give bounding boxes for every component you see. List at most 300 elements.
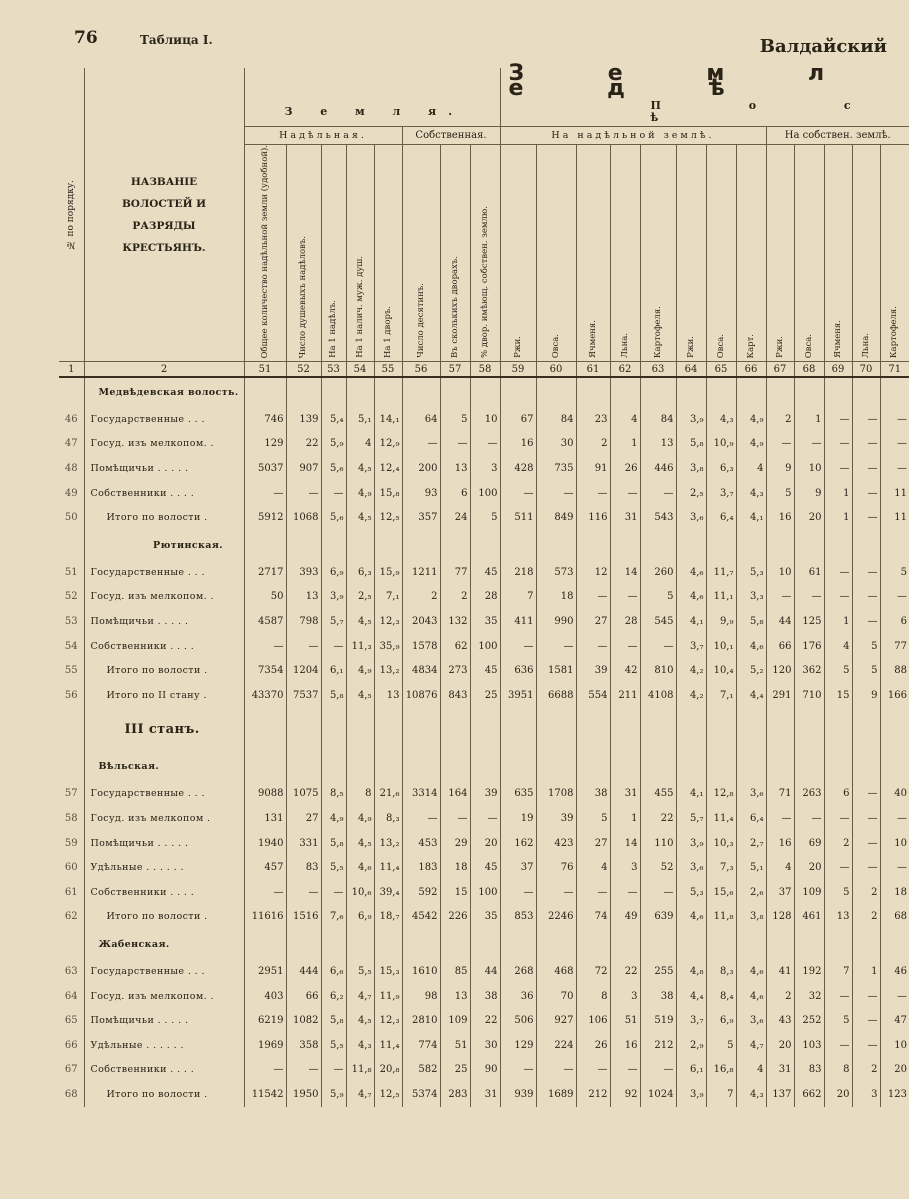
cell-value: 3,₃ [736,585,766,610]
cell-value: 16,₈ [706,1058,736,1083]
on-allotted-header: На надѣльной землѣ. [500,126,766,144]
cell-value: 3,₈ [676,456,706,481]
cell-value: 7 [706,1082,736,1107]
cell-value: 4,₉ [736,407,766,432]
cell-value: 710 [794,683,824,708]
cell-value: 4 [736,1058,766,1083]
cell-value: 13,₂ [374,831,402,856]
cell-value: 3,₇ [676,1008,706,1033]
cell-value: 218 [500,560,536,585]
cell-value [852,708,880,752]
cell-value: 1581 [536,658,576,683]
cell-value [610,708,640,752]
cell-value: 35,₉ [374,634,402,659]
table-row [59,585,909,610]
cell-value: 129 [500,1033,536,1058]
column-numbers [59,362,909,378]
cell-value [610,929,640,959]
cell-value: 2 [852,880,880,905]
cell-value: — [470,432,500,457]
cell-value: — [852,407,880,432]
cell-value [766,377,794,407]
cell-value [321,530,346,560]
cell-value: 3,₆ [676,505,706,530]
row-index [59,530,84,560]
cell-value: 27 [576,609,610,634]
cell-value: 2,₆ [736,880,766,905]
row-label: Удѣльные . . . . . . [84,1033,244,1058]
cell-value [824,752,852,782]
cell-value [346,752,374,782]
row-label: Итого по волости . [84,658,244,683]
cell-value: 4 [576,855,610,880]
section-title: Медвѣдевская волость. [84,377,244,407]
cell-value: 9 [794,481,824,506]
cell-value [244,377,286,407]
cell-value: 4,₂ [676,658,706,683]
land-header: З е м л я. [244,98,500,126]
cell-value: 2 [766,407,794,432]
cell-value: 6,₆ [321,959,346,984]
cell-value: 39 [470,782,500,807]
cell-value: 8,₅ [321,782,346,807]
cell-value [576,530,610,560]
cell-value: 4,₃ [346,1033,374,1058]
cell-value: 5,₉ [321,432,346,457]
cell-value: 49 [610,905,640,930]
cell-value: 511 [500,505,536,530]
cell-value: 3,₉ [321,585,346,610]
cell-value: 252 [794,1008,824,1033]
cell-value: 8,₄ [706,984,736,1009]
cell-value: 2043 [402,609,440,634]
cell-value [402,752,440,782]
cell-value: 120 [766,658,794,683]
cell-value: — [576,481,610,506]
row-label: Помѣщичьи . . . . . [84,456,244,481]
row-label: Государственные . . . [84,959,244,984]
cell-value: 3,₇ [676,634,706,659]
cell-value: — [880,432,909,457]
cell-value: 90 [470,1058,500,1083]
cell-value: 1578 [402,634,440,659]
cell-value: 100 [470,880,500,905]
cell-value: 5,₄ [321,407,346,432]
cell-value: 52 [640,855,676,880]
cell-value: — [576,880,610,905]
cell-value: 10,₉ [706,432,736,457]
cell-value: — [824,855,852,880]
cell-value: — [824,560,852,585]
cell-value: — [852,432,880,457]
cell-value: 18,₇ [374,905,402,930]
cell-value: 109 [440,1008,470,1033]
cell-value: — [286,481,321,506]
cell-value: 543 [640,505,676,530]
cell-value: 4,₃ [706,407,736,432]
cell-value: 40 [880,782,909,807]
cell-value: 9,₉ [706,609,736,634]
cell-value [676,752,706,782]
cell-value: 331 [286,831,321,856]
cell-value: 582 [402,1058,440,1083]
row-index: 57 [64,788,78,800]
cell-value: — [852,1008,880,1033]
cell-value: 5 [576,806,610,831]
cell-value: 2 [852,905,880,930]
cell-value: 11,₇ [706,560,736,585]
cell-value: 38 [470,984,500,1009]
cell-value: 1969 [244,1033,286,1058]
cell-value: — [824,432,852,457]
cell-value: 10876 [402,683,440,708]
cell-value: 15 [440,880,470,905]
cell-value: 85 [440,959,470,984]
column-number: 71 [880,362,909,378]
cell-value [346,929,374,959]
total-row [59,1082,909,1107]
cell-value: — [824,1033,852,1058]
cell-value [736,929,766,959]
cell-value: 1516 [286,905,321,930]
cell-value: 4,₆ [676,905,706,930]
cell-value: 6,₉ [321,560,346,585]
cell-value: 91 [576,456,610,481]
cell-value: 164 [440,782,470,807]
cell-value: 39,₄ [374,880,402,905]
total-row [59,505,909,530]
cell-value: 14 [610,831,640,856]
col-header-rye3: Ржи. [766,144,794,362]
section-title: Вѣльская. [84,752,244,782]
cell-value: — [536,634,576,659]
cell-value: 411 [500,609,536,634]
cell-value: 12,₈ [706,782,736,807]
cell-value: — [852,481,880,506]
table-row [59,959,909,984]
cell-value [676,708,706,752]
table-row [59,1033,909,1058]
cell-value: 5,₁ [736,855,766,880]
cell-value: 4,₅ [346,609,374,634]
cell-value: 5,₅ [321,855,346,880]
cell-value [321,377,346,407]
table-row [59,634,909,659]
cell-value [576,752,610,782]
cell-value: 71 [766,782,794,807]
cell-value: 1610 [402,959,440,984]
cell-value: 2,₇ [736,831,766,856]
cell-value: 362 [794,658,824,683]
column-number: 56 [402,362,440,378]
cell-value [736,377,766,407]
cell-value: 4,₅ [346,683,374,708]
cell-value: 14 [610,560,640,585]
cell-value: 1 [610,432,640,457]
cell-value: 162 [500,831,536,856]
cell-value: — [640,481,676,506]
cell-value [676,377,706,407]
table-row [59,481,909,506]
cell-value: 13 [440,984,470,1009]
section-row [59,929,909,959]
cell-value [852,929,880,959]
cell-value: 1 [852,959,880,984]
cell-value: — [640,634,676,659]
cell-value: 3,₆ [736,782,766,807]
cell-value [402,377,440,407]
row-index: 47 [64,438,78,450]
column-number: 52 [286,362,321,378]
cell-value: — [852,984,880,1009]
cell-value [706,929,736,959]
cell-value: 13 [286,585,321,610]
cell-value: 4108 [640,683,676,708]
cell-value: 5 [880,560,909,585]
cell-value: 5 [824,1008,852,1033]
cell-value: 44 [470,959,500,984]
cell-value: — [852,855,880,880]
cell-value [321,752,346,782]
cell-value: 110 [640,831,676,856]
row-index: 61 [64,886,78,898]
row-label: Итого по волости . [84,905,244,930]
cell-value: 45 [470,855,500,880]
cell-value [794,929,824,959]
cell-value [346,377,374,407]
cell-value: 5 [706,1033,736,1058]
cell-value: — [852,782,880,807]
cell-value [374,752,402,782]
row-index: 68 [64,1088,78,1100]
cell-value: — [880,407,909,432]
cell-value: 10,₆ [346,880,374,905]
cell-value: 9088 [244,782,286,807]
cell-value: 51 [610,1008,640,1033]
cell-value: 128 [766,905,794,930]
cell-value: 1 [824,609,852,634]
cell-value: 4,₁ [736,505,766,530]
cell-value: — [852,609,880,634]
column-number: 64 [676,362,706,378]
cell-value: — [852,806,880,831]
cell-value [244,929,286,959]
cell-value: 10 [794,456,824,481]
cell-value: 3,₆ [676,855,706,880]
cell-value: — [794,432,824,457]
section-title: Рютинская. [84,530,244,560]
cell-value: 268 [500,959,536,984]
cell-value: 70 [536,984,576,1009]
cell-value: 100 [470,634,500,659]
cell-value: 263 [794,782,824,807]
cell-value: 291 [766,683,794,708]
cell-value: — [244,481,286,506]
table-row [59,560,909,585]
cell-value: 5 [824,880,852,905]
cell-value [676,929,706,959]
cell-value: 37 [500,855,536,880]
row-label: Собственники . . . . [84,880,244,905]
cell-value: 29 [440,831,470,856]
cell-value: 31 [610,505,640,530]
cell-value: 83 [794,1058,824,1083]
column-number: 65 [706,362,736,378]
cell-value: 11 [880,481,909,506]
cell-value: 8,₃ [706,959,736,984]
col-header-c53: На 1 надѣлъ. [321,144,346,362]
cell-value: 4,₉ [736,432,766,457]
col-header-barley3: Ячменя. [824,144,852,362]
cell-value: 166 [880,683,909,708]
col-header-potato3: Картофеля. [880,144,909,362]
total-row [59,905,909,930]
cell-value: 4 [824,634,852,659]
cell-value: 6688 [536,683,576,708]
cell-value [536,377,576,407]
cell-value: 1204 [286,658,321,683]
cell-value: 13,₂ [374,658,402,683]
cell-value: 15 [824,683,852,708]
cell-value: 2 [440,585,470,610]
cell-value: 662 [794,1082,824,1107]
cell-value [536,530,576,560]
row-label: Удѣльные . . . . . . [84,855,244,880]
col-header-potato: Картофеля. [640,144,676,362]
cell-value: 88 [880,658,909,683]
cell-value: 100 [470,481,500,506]
cell-value [286,377,321,407]
table-row [59,984,909,1009]
cell-value: 46 [880,959,909,984]
cell-value: 5,₇ [321,609,346,634]
cell-value: 5,₃ [736,560,766,585]
cell-value: — [640,1058,676,1083]
cell-value: 4 [766,855,794,880]
row-index: 67 [64,1064,78,1076]
cell-value: — [852,560,880,585]
cell-value: 11,₁ [706,585,736,610]
cell-value: 15,₈ [374,481,402,506]
column-number: 60 [536,362,576,378]
cell-value: — [852,456,880,481]
column-number: 1 [59,362,84,378]
cell-value [852,530,880,560]
cell-value [794,530,824,560]
cell-value [852,377,880,407]
cell-value [706,530,736,560]
cell-value: 9 [852,683,880,708]
cell-value: 5,₈ [321,683,346,708]
cell-value: 4,₉ [346,658,374,683]
cell-value: 12,₅ [374,1082,402,1107]
cell-value [880,752,909,782]
cell-value: 6,₁ [321,658,346,683]
cell-value: 5,₃ [676,880,706,905]
cell-value: 1708 [536,782,576,807]
cell-value [640,752,676,782]
cell-value: — [880,585,909,610]
cell-value: 735 [536,456,576,481]
cell-value: 8 [824,1058,852,1083]
cell-value: 31 [610,782,640,807]
cell-value: — [244,1058,286,1083]
cell-value [374,929,402,959]
row-label: Помѣщичьи . . . . . [84,831,244,856]
cell-value: 20,₈ [374,1058,402,1083]
cell-value: 4,₁ [676,609,706,634]
row-index: 54 [64,640,78,652]
cell-value: — [440,806,470,831]
cell-value: 36 [500,984,536,1009]
cell-value: 468 [536,959,576,984]
cell-value: — [500,481,536,506]
cell-value: 4,₄ [736,683,766,708]
cell-value [440,530,470,560]
cell-value [736,530,766,560]
column-number: 57 [440,362,470,378]
cell-value: 3 [610,984,640,1009]
cell-value: 3951 [500,683,536,708]
cell-value [736,708,766,752]
table-row [59,609,909,634]
cell-value: — [610,880,640,905]
cell-value [440,377,470,407]
cell-value [536,708,576,752]
cell-value: 4587 [244,609,286,634]
cell-value [676,530,706,560]
row-index: 53 [64,615,78,627]
cell-value: 84 [536,407,576,432]
cell-value: 10 [766,560,794,585]
cell-value: 18 [440,855,470,880]
cell-value: 43370 [244,683,286,708]
cell-value: 137 [766,1082,794,1107]
row-index: 48 [64,463,78,475]
cell-value [576,929,610,959]
cell-value: 2,₅ [346,585,374,610]
cell-value: 4,₆ [346,855,374,880]
col-header-barley: Ячменя. [576,144,610,362]
cell-value: 2 [824,831,852,856]
cell-value: 1940 [244,831,286,856]
cell-value [286,530,321,560]
cell-value: 11,₈ [706,905,736,930]
cell-value: 1950 [286,1082,321,1107]
row-index: 58 [64,812,78,824]
cell-value: 7 [824,959,852,984]
cell-value: 103 [794,1033,824,1058]
cell-value: 10 [470,407,500,432]
table-row [59,1008,909,1033]
cell-value [794,377,824,407]
cell-value: 3 [470,456,500,481]
cell-value [500,929,536,959]
cell-value [402,929,440,959]
section-row [59,752,909,782]
cell-value: 2246 [536,905,576,930]
cell-value: 13 [640,432,676,457]
cell-value: 11,₃ [346,634,374,659]
cell-value: 10 [880,1033,909,1058]
cell-value: 31 [470,1082,500,1107]
cell-value: 12,₅ [374,505,402,530]
cell-value: 545 [640,609,676,634]
cell-value [880,377,909,407]
cell-value: 2717 [244,560,286,585]
cell-value: 636 [500,658,536,683]
row-label: Собственники . . . . [84,634,244,659]
